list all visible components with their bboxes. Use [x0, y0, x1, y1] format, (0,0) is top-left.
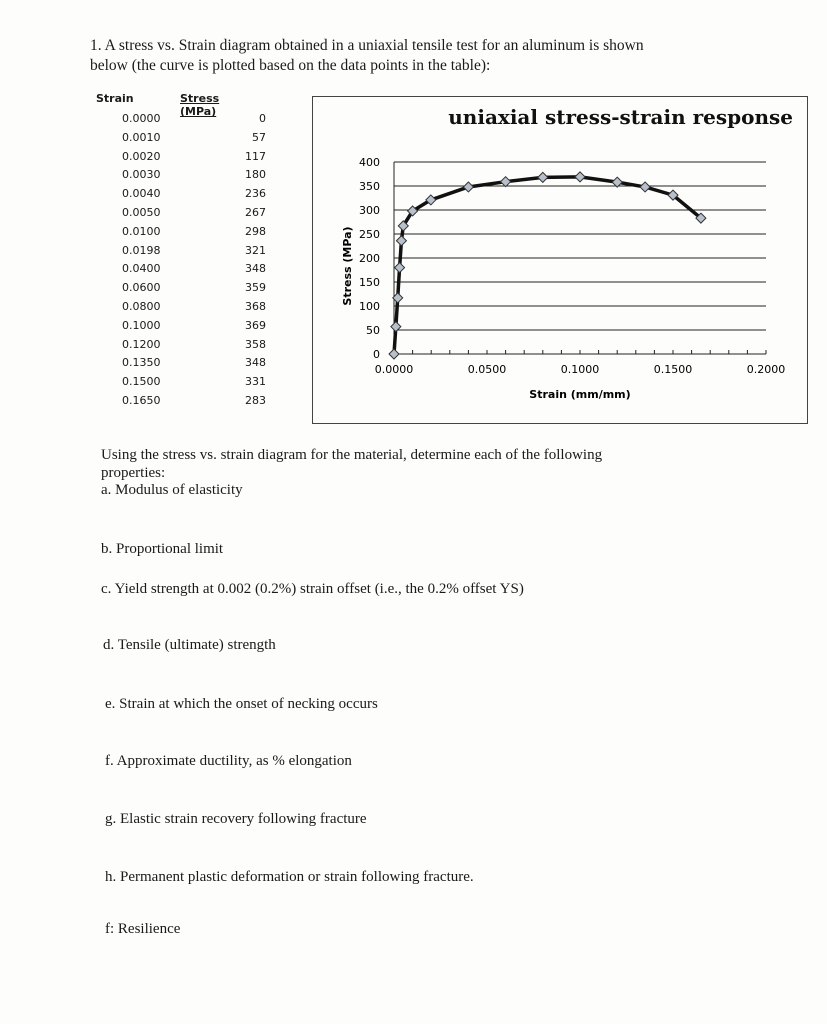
- y-tick-label: 150: [359, 276, 380, 289]
- item-c: c. Yield strength at 0.002 (0.2%) strain offset (i.e., the 0.2% offset YS): [101, 581, 524, 597]
- stress-header: Stress (MPa): [180, 92, 220, 118]
- stress-cell: 369: [245, 318, 266, 332]
- table-row: [96, 262, 296, 280]
- stress-cell: 358: [245, 337, 266, 351]
- y-tick-label: 100: [359, 300, 380, 313]
- strain-cell: 0.0800: [122, 300, 161, 313]
- stress-cell: 348: [245, 356, 266, 370]
- strain-cell: 0.1650: [122, 394, 161, 407]
- chart-title: uniaxial stress-strain response: [448, 105, 793, 129]
- stress-cell: 236: [245, 187, 266, 201]
- strain-cell: 0.0030: [122, 168, 161, 182]
- table-row: [96, 225, 296, 243]
- stress-cell: 331: [245, 375, 266, 389]
- stress-cell: 368: [245, 300, 266, 313]
- table-row: [96, 338, 296, 356]
- stress-cell: 180: [245, 168, 266, 182]
- data-point-marker: [395, 263, 405, 273]
- strain-cell: 0.0010: [122, 130, 161, 144]
- x-tick-label: 0.2000: [746, 363, 786, 376]
- item-f: f. Approximate ductility, as % elongation: [105, 753, 352, 769]
- item-e: e. Strain at which the onset of necking occurs: [105, 696, 378, 712]
- data-point-marker: [389, 349, 399, 359]
- stress-cell: 117: [245, 149, 266, 163]
- question-line-1: 1. A stress vs. Strain diagram obtained in a uniaxial tensile test for an aluminum is shown: [90, 37, 644, 54]
- x-tick-label: 0.0500: [467, 363, 507, 376]
- y-tick-label: 400: [359, 156, 380, 169]
- data-point-marker: [463, 182, 473, 192]
- table-row: [96, 375, 296, 393]
- stress-cell: 298: [245, 224, 266, 238]
- strain-cell: 0.0050: [122, 206, 161, 219]
- strain-cell: 0.1500: [122, 375, 161, 389]
- table-row: [96, 394, 296, 412]
- x-tick-label: 0.1500: [653, 363, 693, 376]
- strain-cell: 0.0020: [122, 149, 161, 163]
- stress-strain-chart: [312, 96, 808, 424]
- table-row: [96, 319, 296, 337]
- y-axis-label: Stress (MPa): [341, 226, 354, 306]
- stress-cell: 267: [245, 206, 266, 219]
- data-point-marker: [538, 172, 548, 182]
- strain-cell: 0.0198: [122, 243, 161, 257]
- stress-cell: 0: [259, 112, 266, 125]
- instructions: [101, 446, 602, 482]
- item-b: b. Proportional limit: [101, 541, 224, 557]
- data-point-marker: [575, 172, 585, 182]
- item-d: d. Tensile (ultimate) strength: [103, 637, 276, 653]
- series-line: [394, 177, 701, 354]
- question-line-2: below (the curve is plotted based on the data points in the table):: [90, 57, 491, 74]
- table-row: [96, 356, 296, 374]
- item-resilience: f: Resilience: [105, 921, 181, 937]
- table-row: [96, 168, 296, 186]
- chart-svg: [313, 97, 807, 423]
- item-g: g. Elastic strain recovery following fracture: [105, 811, 367, 827]
- strain-cell: 0.1350: [122, 356, 161, 370]
- strain-cell: 0.0600: [122, 281, 161, 295]
- y-tick-label: 50: [366, 324, 380, 337]
- data-point-marker: [501, 177, 511, 187]
- table-row: [96, 131, 296, 149]
- y-tick-label: 350: [359, 180, 380, 193]
- table-row: [96, 187, 296, 205]
- table-row: [96, 300, 296, 318]
- stress-cell: 359: [245, 281, 266, 295]
- instructions-line-2: properties:: [101, 465, 166, 481]
- data-point-marker: [640, 182, 650, 192]
- table-row: [96, 112, 296, 130]
- table-row: [96, 281, 296, 299]
- question-text: [90, 36, 644, 76]
- strain-cell: 0.0040: [122, 187, 161, 201]
- y-tick-label: 300: [359, 204, 380, 217]
- table-row: [96, 206, 296, 224]
- stress-cell: 348: [245, 262, 266, 276]
- stress-cell: 57: [252, 130, 266, 144]
- strain-cell: 0.0100: [122, 224, 161, 238]
- stress-cell: 321: [245, 243, 266, 257]
- table-row: [96, 244, 296, 262]
- item-h: h. Permanent plastic deformation or strain following fracture.: [105, 869, 474, 885]
- instructions-line-1: Using the stress vs. strain diagram for the material, determine each of the following: [101, 447, 603, 463]
- y-tick-label: 0: [373, 348, 380, 361]
- data-point-marker: [396, 236, 406, 246]
- stress-cell: 283: [245, 394, 266, 407]
- strain-cell: 0.0000: [122, 112, 161, 125]
- strain-cell: 0.0400: [122, 262, 161, 276]
- y-tick-label: 200: [359, 252, 380, 265]
- x-tick-label: 0.1000: [560, 363, 600, 376]
- strain-cell: 0.1200: [122, 337, 161, 351]
- item-a: a. Modulus of elasticity: [101, 482, 243, 498]
- table-row: [96, 150, 296, 168]
- x-tick-label: 0.0000: [374, 363, 414, 376]
- y-tick-label: 250: [359, 228, 380, 241]
- strain-header: Strain: [96, 92, 134, 105]
- x-axis-label: Strain (mm/mm): [529, 388, 631, 401]
- strain-cell: 0.1000: [122, 318, 161, 332]
